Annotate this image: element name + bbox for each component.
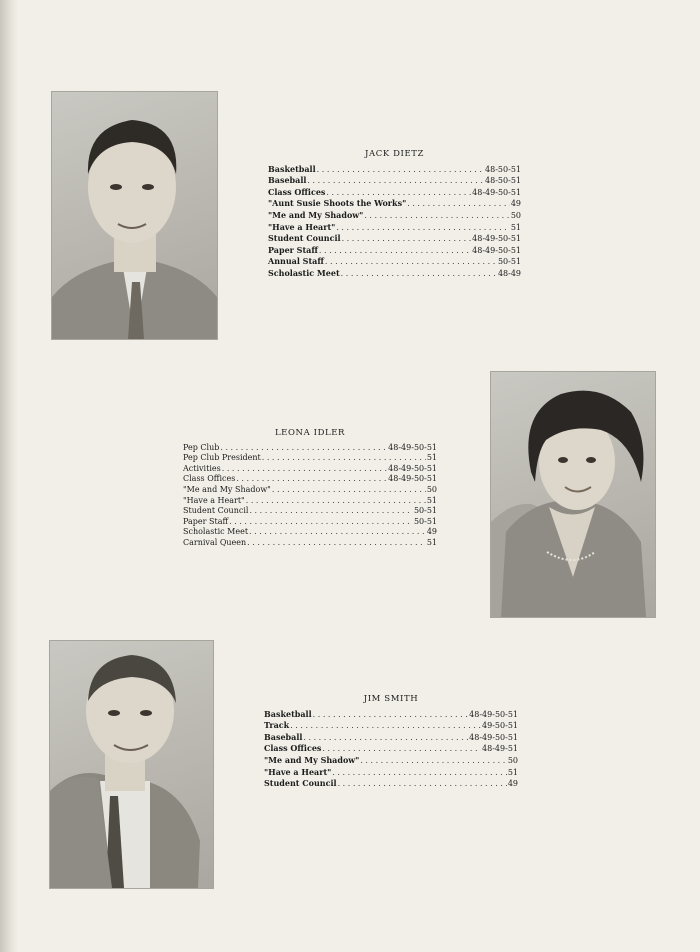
activity-row: Student Council . . . 50-51 xyxy=(183,506,437,517)
activity-row: Paper Staff . . . 48-49-50-51 xyxy=(268,245,521,257)
portrait-photo-leona-idler xyxy=(490,371,656,618)
portrait-photo-jack-dietz xyxy=(51,91,218,340)
activity-row: "Aunt Susie Shoots the Works" . . . 49 xyxy=(268,198,521,210)
portrait-photo-jim-smith xyxy=(49,640,214,889)
activity-row: "Have a Heart" . . . 51 xyxy=(268,222,521,234)
record-leona-idler xyxy=(183,428,437,549)
activity-row: Baseball . . . 48-50-51 xyxy=(268,175,521,187)
activity-row: Activities . . . 48-49-50-51 xyxy=(183,464,437,475)
student-name: JIM SMITH xyxy=(363,694,419,704)
activity-row: Scholastic Meet . . . 48-49 xyxy=(268,268,521,280)
activity-row: "Me and My Shadow" . . . 50 xyxy=(183,485,437,496)
activity-row: Scholastic Meet . . . 49 xyxy=(183,527,437,538)
activity-row: Pep Club . . . 48-49-50-51 xyxy=(183,443,437,454)
activity-row: Paper Staff . . . 50-51 xyxy=(183,517,437,528)
activity-row: Baseball . . . 48-49-50-51 xyxy=(264,732,518,744)
activity-row: Pep Club President . . . 51 xyxy=(183,453,437,464)
activity-row: Class Offices . . . 48-49-51 xyxy=(264,743,518,755)
activity-row: Annual Staff . . . 50-51 xyxy=(268,256,521,268)
activity-row: Basketball . . . 48-49-50-51 xyxy=(264,709,518,721)
book-spine-shadow xyxy=(0,0,18,952)
student-name: JACK DIETZ xyxy=(364,149,425,159)
activity-row: "Me and My Shadow" . . . 50 xyxy=(264,755,518,767)
activity-row: "Have a Heart" . . . 51 xyxy=(264,767,518,779)
record-jack-dietz xyxy=(268,149,521,280)
activity-row: Class Offices . . . 48-49-50-51 xyxy=(183,474,437,485)
student-name: LEONA IDLER xyxy=(274,428,346,438)
activity-row: "Me and My Shadow" . . . 50 xyxy=(268,210,521,222)
activity-row: Carnival Queen . . . 51 xyxy=(183,538,437,549)
record-jim-smith xyxy=(264,694,518,790)
activity-row: Class Offices . . . 48-49-50-51 xyxy=(268,187,521,199)
activity-row: Student Council . . . 49 xyxy=(264,778,518,790)
activity-row: Basketball . . . 48-50-51 xyxy=(268,164,521,176)
activity-row: "Have a Heart" . . . 51 xyxy=(183,496,437,507)
activity-row: Track . . . 49-50-51 xyxy=(264,720,518,732)
activity-row: Student Council . . . 48-49-50-51 xyxy=(268,233,521,245)
